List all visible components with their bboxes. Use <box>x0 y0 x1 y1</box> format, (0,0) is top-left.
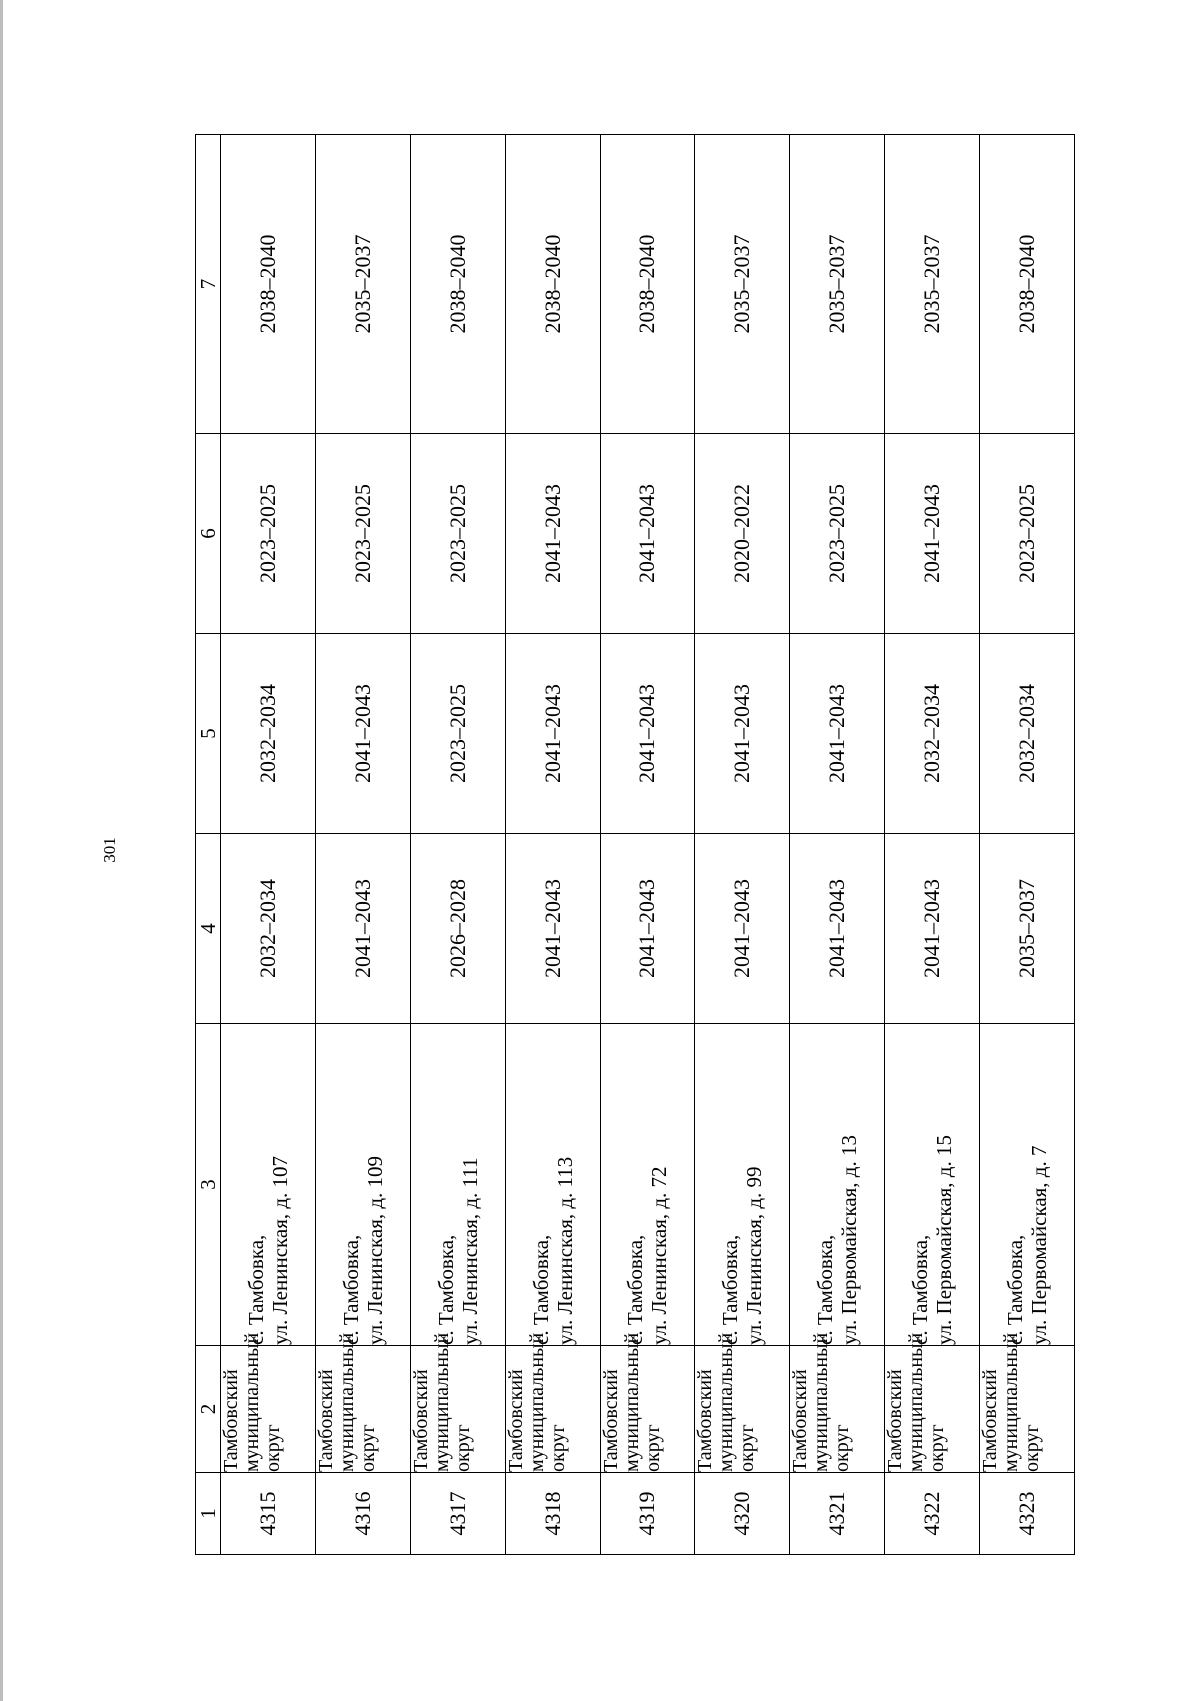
period-col-5: 2041–2043 <box>695 634 790 834</box>
column-header-6: 6 <box>196 434 221 634</box>
region-line: Тамбовский <box>789 1369 812 1472</box>
table-row <box>885 135 980 1555</box>
region-line: Тамбовский <box>504 1369 527 1472</box>
region-cell <box>409 1332 505 1473</box>
region-cell <box>694 1332 790 1473</box>
address-cell <box>790 1024 885 1346</box>
region-line: Тамбовский <box>979 1369 1001 1472</box>
address-line: с. Тамбовка, <box>718 1234 743 1345</box>
region-cell <box>599 1332 695 1473</box>
table-row <box>980 135 1075 1555</box>
region-line: Тамбовский <box>314 1369 337 1472</box>
period-col-7: 2035–2037 <box>885 135 980 434</box>
region-line: округ <box>356 1424 379 1472</box>
region-cell <box>884 1332 980 1473</box>
address-line: с. Тамбовка, <box>908 1234 933 1345</box>
period-col-5: 2023–2025 <box>410 634 505 834</box>
period-col-5: 2041–2043 <box>600 634 695 834</box>
column-header-4: 4 <box>196 834 221 1024</box>
region-line: округ <box>1021 1424 1043 1472</box>
address-line: ул. Ленинская, д. 113 <box>552 1156 577 1345</box>
table-row <box>600 135 695 1555</box>
page-number: 301 <box>100 837 119 863</box>
period-col-4: 2041–2043 <box>315 834 410 1024</box>
region-line: округ <box>831 1424 854 1472</box>
table-row <box>695 135 790 1555</box>
period-col-6: 2041–2043 <box>505 434 600 634</box>
address-line: ул. Ленинская, д. 111 <box>457 1157 482 1345</box>
period-col-7: 2038–2040 <box>410 135 505 434</box>
table-row <box>505 135 600 1555</box>
address-line: ул. Ленинская, д. 109 <box>362 1155 387 1345</box>
period-col-7: 2035–2037 <box>790 135 885 434</box>
address-line: с. Тамбовка, <box>433 1234 458 1345</box>
region-line: Тамбовский <box>409 1369 432 1472</box>
address-line: ул. Первомайская, д. 13 <box>837 1135 862 1345</box>
address-line: ул. Ленинская, д. 72 <box>647 1166 672 1345</box>
period-col-6: 2023–2025 <box>315 434 410 634</box>
address-line: с. Тамбовка, <box>813 1234 838 1345</box>
region-line: округ <box>546 1424 569 1472</box>
table-row <box>315 135 410 1555</box>
region-line: округ <box>262 1424 284 1472</box>
column-header-7: 7 <box>196 135 221 434</box>
region-line: муниципальный <box>335 1332 358 1472</box>
period-col-4: 2041–2043 <box>600 834 695 1024</box>
address-line: с. Тамбовка, <box>338 1234 363 1345</box>
region-line: муниципальный <box>1000 1332 1022 1472</box>
region-cell <box>979 1332 1075 1473</box>
scan-edge <box>0 0 3 1701</box>
period-col-4: 2041–2043 <box>885 834 980 1024</box>
address-cell <box>315 1024 410 1346</box>
region-cell <box>314 1332 410 1473</box>
row-id: 4317 <box>410 1473 505 1555</box>
row-id: 4323 <box>980 1473 1075 1555</box>
period-col-4: 2032–2034 <box>221 834 316 1024</box>
address-cell <box>885 1024 980 1346</box>
region-line: муниципальный <box>430 1332 453 1472</box>
table-header-row <box>196 135 221 1555</box>
period-col-7: 2038–2040 <box>221 135 316 434</box>
column-header-1: 1 <box>196 1473 221 1555</box>
address-line: ул. Первомайская, д. 15 <box>932 1135 957 1345</box>
region-line: Тамбовский <box>220 1369 242 1472</box>
column-header-3: 3 <box>196 1024 221 1346</box>
region-line: Тамбовский <box>599 1369 622 1472</box>
row-id: 4318 <box>505 1473 600 1555</box>
address-line: ул. Первомайская, д. 7 <box>1027 1145 1051 1345</box>
period-col-6: 2020–2022 <box>695 434 790 634</box>
period-col-4: 2035–2037 <box>980 834 1075 1024</box>
period-col-5: 2032–2034 <box>885 634 980 834</box>
address-cell <box>600 1024 695 1346</box>
period-col-6: 2023–2025 <box>790 434 885 634</box>
period-col-5: 2032–2034 <box>980 634 1075 834</box>
address-line: с. Тамбовка, <box>623 1234 648 1345</box>
period-col-5: 2032–2034 <box>221 634 316 834</box>
row-id: 4315 <box>221 1473 316 1555</box>
region-line: округ <box>926 1424 949 1472</box>
address-line: ул. Ленинская, д. 99 <box>742 1166 767 1345</box>
row-id: 4322 <box>885 1473 980 1555</box>
period-col-6: 2023–2025 <box>221 434 316 634</box>
period-col-6: 2041–2043 <box>600 434 695 634</box>
region-line: муниципальный <box>715 1332 738 1472</box>
address-line: с. Тамбовка, <box>243 1234 268 1345</box>
period-col-7: 2038–2040 <box>505 135 600 434</box>
row-id: 4316 <box>315 1473 410 1555</box>
period-col-4: 2026–2028 <box>410 834 505 1024</box>
region-line: округ <box>736 1424 759 1472</box>
address-line: с. Тамбовка, <box>528 1234 553 1345</box>
row-id: 4319 <box>600 1473 695 1555</box>
region-line: округ <box>451 1424 474 1472</box>
period-col-5: 2041–2043 <box>315 634 410 834</box>
period-col-7: 2035–2037 <box>315 135 410 434</box>
period-col-5: 2041–2043 <box>790 634 885 834</box>
period-col-4: 2041–2043 <box>790 834 885 1024</box>
address-line: ул. Ленинская, д. 107 <box>267 1155 292 1345</box>
period-col-4: 2041–2043 <box>695 834 790 1024</box>
row-id: 4320 <box>695 1473 790 1555</box>
address-cell <box>980 1024 1075 1346</box>
region-cell <box>789 1332 885 1473</box>
region-line: округ <box>641 1424 664 1472</box>
data-table <box>195 134 1075 1555</box>
region-line: Тамбовский <box>884 1369 907 1472</box>
address-line: с. Тамбовка, <box>1003 1234 1027 1345</box>
region-line: муниципальный <box>620 1332 643 1472</box>
period-col-6: 2041–2043 <box>885 434 980 634</box>
address-cell <box>221 1024 316 1346</box>
table-row <box>221 135 316 1555</box>
period-col-6: 2023–2025 <box>980 434 1075 634</box>
address-cell <box>505 1024 600 1346</box>
period-col-7: 2038–2040 <box>600 135 695 434</box>
address-cell <box>410 1024 505 1346</box>
region-line: муниципальный <box>525 1332 548 1472</box>
region-line: муниципальный <box>810 1332 833 1472</box>
period-col-7: 2038–2040 <box>980 135 1075 434</box>
table-body <box>221 135 1075 1555</box>
table-row <box>790 135 885 1555</box>
period-col-7: 2035–2037 <box>695 135 790 434</box>
region-line: Тамбовский <box>694 1369 717 1472</box>
region-cell <box>504 1332 600 1473</box>
rotated-table-container <box>195 135 1075 1555</box>
column-header-2: 2 <box>196 1346 221 1473</box>
region-line: муниципальный <box>905 1332 928 1472</box>
period-col-5: 2041–2043 <box>505 634 600 834</box>
column-header-5: 5 <box>196 634 221 834</box>
table-row <box>410 135 505 1555</box>
region-line: муниципальный <box>241 1332 263 1472</box>
region-cell <box>220 1332 316 1473</box>
period-col-6: 2023–2025 <box>410 434 505 634</box>
period-col-4: 2041–2043 <box>505 834 600 1024</box>
address-cell <box>695 1024 790 1346</box>
row-id: 4321 <box>790 1473 885 1555</box>
